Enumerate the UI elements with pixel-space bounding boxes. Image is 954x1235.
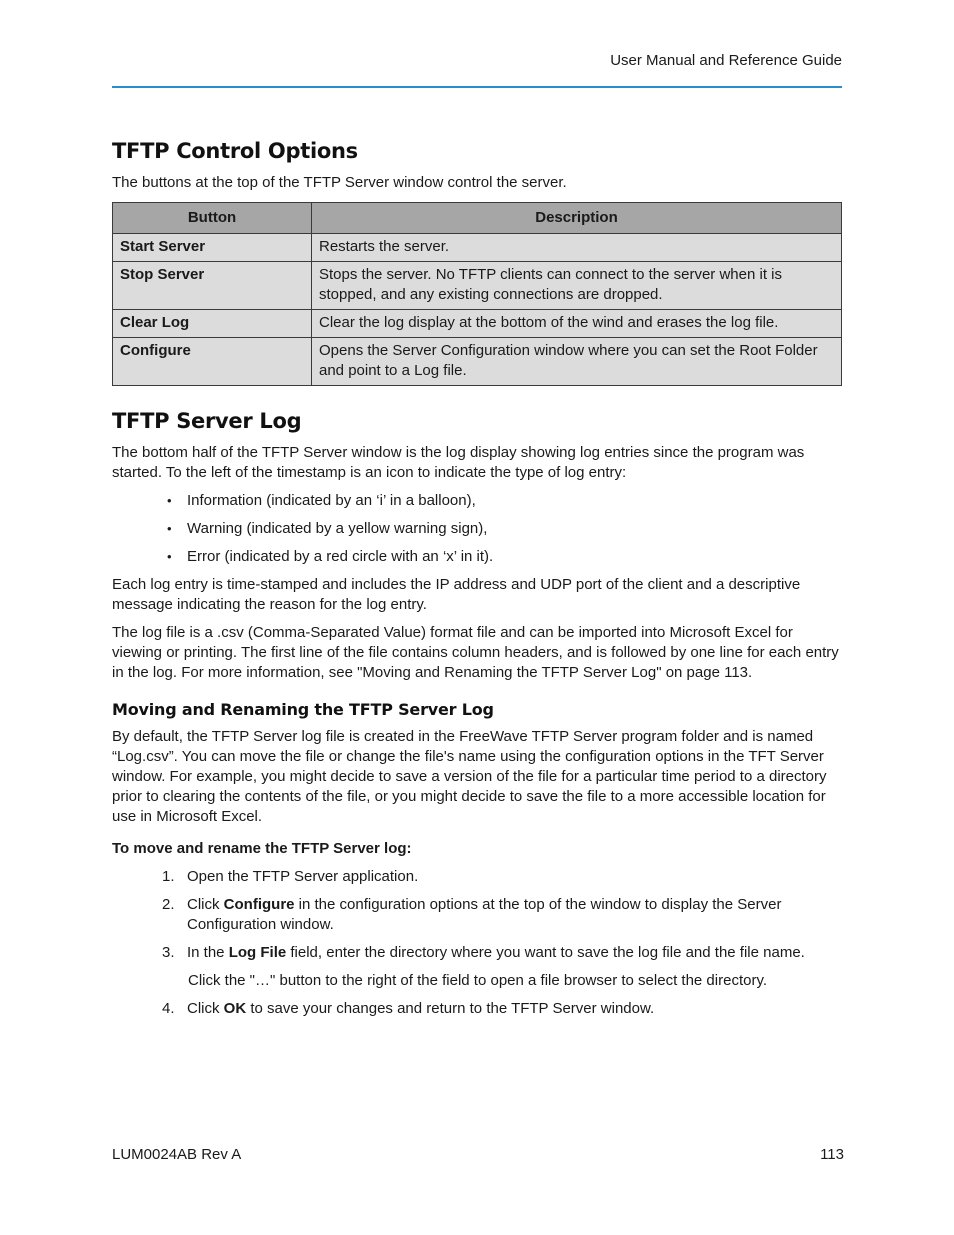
table-row	[113, 310, 842, 338]
heading-tftp-server-log: TFTP Server Log	[112, 409, 302, 433]
table-row	[113, 338, 842, 386]
step-number: 4.	[162, 1000, 175, 1017]
step-note	[112, 971, 842, 999]
footer-page-number: 113	[820, 1146, 844, 1163]
step-number: 3.	[162, 944, 175, 961]
step-text: In the	[187, 944, 229, 961]
control-options-table	[112, 202, 842, 386]
heading-tftp-control-options: TFTP Control Options	[112, 139, 358, 163]
control-options-intro: The buttons at the top of the TFTP Server window control the server.	[112, 174, 567, 191]
step-ui-term: Configure	[223, 896, 295, 913]
procedure-steps	[112, 867, 842, 1027]
running-header: User Manual and Reference Guide	[610, 52, 842, 69]
table-cell-button: Configure	[113, 338, 312, 386]
procedure-title: To move and rename the TFTP Server log:	[112, 840, 412, 857]
table-header-description: Description	[312, 203, 842, 234]
table-cell-description: Stops the server. No TFTP clients can connect to the server when it is stopped, and any existing connections are dropped.	[312, 262, 842, 310]
table-cell-description: Restarts the server.	[312, 234, 842, 262]
list-item	[112, 867, 842, 895]
table-header-button: Button	[113, 203, 312, 234]
table-header-row	[113, 203, 842, 234]
table-row	[113, 262, 842, 310]
list-item	[112, 895, 842, 943]
log-entry-type-list	[112, 491, 842, 575]
server-log-intro: The bottom half of the TFTP Server window is the log display showing log entries since the program was started. To the left of the timestamp is an icon to indicate the type of log entry:	[112, 444, 805, 481]
step-text: Click	[187, 1000, 224, 1017]
log-entry-paragraph: Each log entry is time-stamped and includes the IP address and UDP port of the client and a descriptive message indicating the reason for the log entry.	[112, 576, 801, 613]
moving-log-intro: By default, the TFTP Server log file is created in the FreeWave TFTP Server program folder and is named “Log.csv”. You can move the file or change the file's name using the configuration options in the TFT Server window. For example, you might decide to save a version of the file for a particular time period to a directory prior to clearing the contents of the file, or you might decide to save the file to a more accessible location for use in Microsoft Excel.	[112, 728, 827, 825]
step-ui-term: Log File	[228, 944, 287, 961]
list-item: • Warning (indicated by a yellow warning sign),	[112, 519, 842, 547]
step-text: Open the TFTP Server application.	[187, 868, 419, 885]
list-item: • Error (indicated by a red circle with an ‘x’ in it).	[112, 547, 842, 575]
list-item	[112, 943, 842, 971]
step-text: Click	[187, 896, 224, 913]
step-text: in the configuration options at the top of the window to display the Server Configuration window.	[187, 896, 782, 933]
footer-doc-id: LUM0024AB Rev A	[112, 1146, 242, 1163]
table-cell-button: Clear Log	[113, 310, 312, 338]
step-number: 1.	[162, 868, 175, 885]
table-cell-button: Start Server	[113, 234, 312, 262]
list-item	[112, 999, 842, 1027]
header-rule	[112, 86, 842, 88]
step-ui-term: OK	[223, 1000, 247, 1017]
table-cell-button: Stop Server	[113, 262, 312, 310]
step-text: to save your changes and return to the TFTP Server window.	[246, 1000, 655, 1017]
list-item: • Information (indicated by an ‘i’ in a balloon),	[112, 491, 842, 519]
heading-moving-renaming-log: Moving and Renaming the TFTP Server Log	[112, 700, 494, 719]
step-text: field, enter the directory where you want to save the log file and the file name.	[286, 944, 805, 961]
table-cell-description: Opens the Server Configuration window where you can set the Root Folder and point to a Log file.	[312, 338, 842, 386]
table-cell-description: Clear the log display at the bottom of the wind and erases the log file.	[312, 310, 842, 338]
table-row	[113, 234, 842, 262]
step-number: 2.	[162, 896, 175, 913]
control-options-table-wrap	[112, 202, 842, 386]
log-file-paragraph: The log file is a .csv (Comma-Separated Value) format file and can be imported into Microsoft Excel for viewing or printing. The first line of the file contains column headers, and is followed by one line for each entry in the log. For more information, see "Moving and Renaming the TFTP Server Log" on page 113.	[112, 624, 839, 681]
step-note-text: Click the "…" button to the right of the field to open a file browser to select the directory.	[188, 972, 768, 989]
